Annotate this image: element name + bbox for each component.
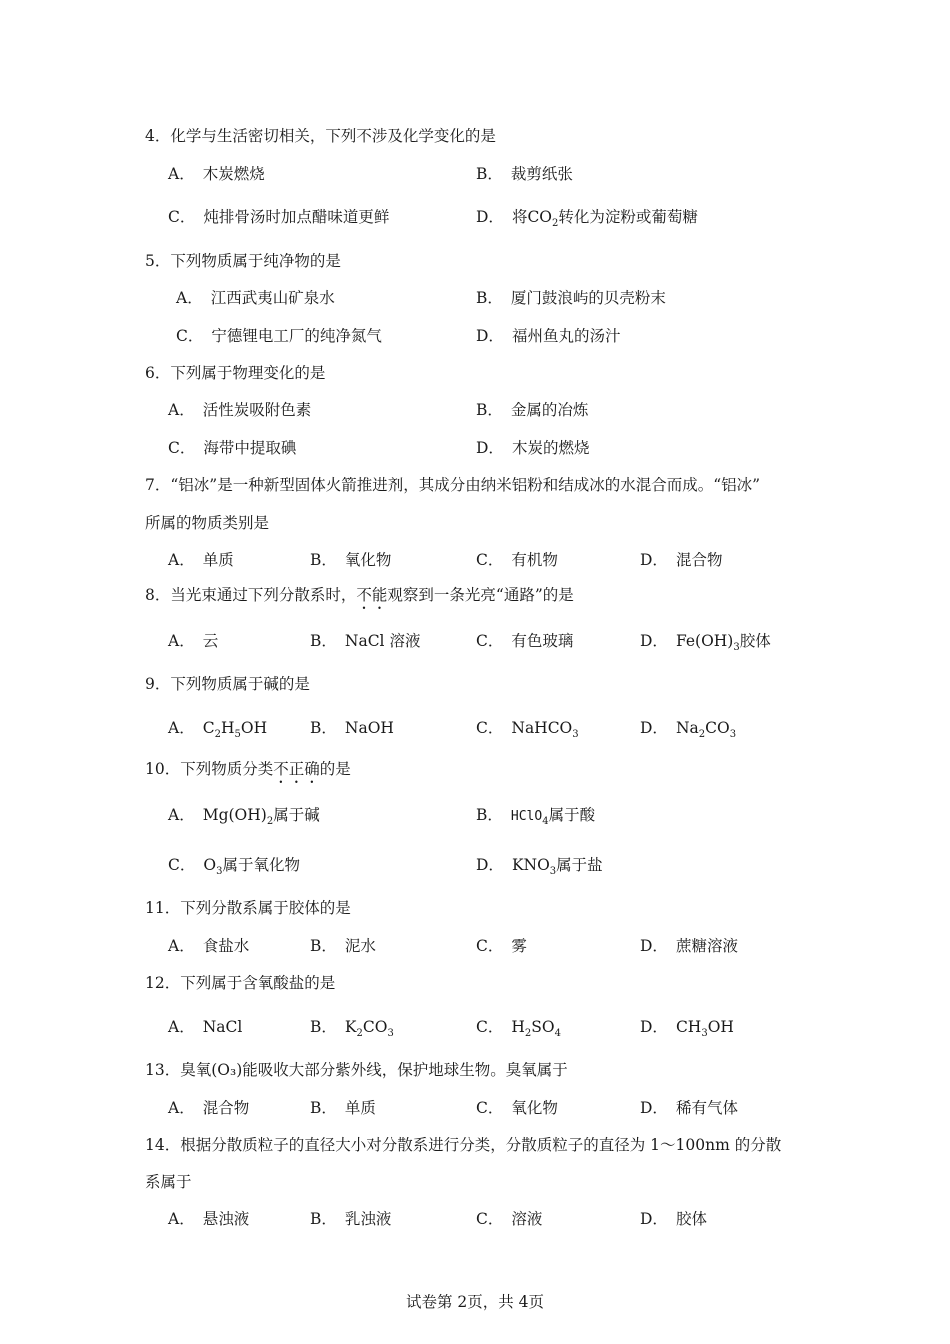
question-12-stem: 12．下列属于含氧酸盐的是: [145, 974, 336, 992]
option-4b: B． 裁剪纸张: [476, 165, 573, 183]
question-4-stem: 4．化学与生活密切相关，下列不涉及化学变化的是: [145, 127, 496, 145]
option-13b: B． 单质: [310, 1099, 376, 1117]
option-7d: D． 混合物: [640, 551, 723, 569]
option-7c: C． 有机物: [476, 551, 558, 569]
option-14b: B． 乳浊液: [310, 1210, 392, 1228]
option-12c: C． $H_2SO_4$: [476, 1018, 561, 1039]
option-5a: A． 江西武夷山矿泉水: [176, 289, 335, 307]
option-7a: A． 单质: [168, 551, 234, 569]
question-13-stem: 13．臭氧(O₃)能吸收大部分紫外线，保护地球生物。臭氧属于: [145, 1061, 568, 1079]
option-14a: A． 悬浊液: [168, 1210, 250, 1228]
option-13a: A． 混合物: [168, 1099, 250, 1117]
option-10a: A． $Mg(OH)_2$属于碱: [168, 806, 320, 827]
option-13c: C． 氧化物: [476, 1099, 558, 1117]
option-11d: D． 蔗糖溶液: [640, 937, 738, 955]
option-12d: D． $CH_3OH$: [640, 1018, 734, 1039]
question-6-stem: 6．下列属于物理变化的是: [145, 364, 326, 382]
option-6a: A． 活性炭吸附色素: [168, 401, 312, 419]
option-9d: D． $Na_2CO_3$: [640, 719, 737, 740]
question-8-stem: 8．当光束通过下列分散系时，不能观察到一条光亮“通路”的是: [145, 586, 574, 604]
option-6b: B． 金属的冶炼: [476, 401, 589, 419]
option-5d: D． 福州鱼丸的汤汁: [476, 327, 621, 345]
option-10c: C． $O_3$属于氧化物: [168, 856, 300, 877]
option-9c: C． NaHCO$_3$: [476, 719, 579, 740]
option-5b: B． 厦门鼓浪屿的贝壳粉末: [476, 289, 666, 307]
option-11c: C． 雾: [476, 937, 527, 955]
page-footer: 试卷第 2页，共 4页: [405, 1293, 545, 1311]
question-14-stem-line1: 14．根据分散质粒子的直径大小对分散系进行分类，分散质粒子的直径为 1～100nm 的分散: [145, 1136, 782, 1154]
option-9a: A． $C_2H_5OH$: [168, 719, 268, 740]
option-7b: B． 氧化物: [310, 551, 392, 569]
question-7-stem-line2: 所属的物质类别是: [145, 514, 270, 532]
option-8b: B． NaCl 溶液: [310, 632, 421, 650]
option-14c: C． 溶液: [476, 1210, 543, 1228]
option-14d: D． 胶体: [640, 1210, 707, 1228]
question-10-stem: 10．下列物质分类不正确的是: [145, 760, 351, 778]
option-9b: B． NaOH: [310, 719, 394, 737]
question-9-stem: 9．下列物质属于碱的是: [145, 675, 310, 693]
option-8a: A． 云: [168, 632, 219, 650]
option-12b: B． $K_2CO_3$: [310, 1018, 394, 1039]
option-4d: D． 将$CO_2$转化为淀粉或葡萄糖: [476, 208, 698, 229]
option-4c: C． 炖排骨汤时加点醋味道更鲜: [168, 208, 390, 226]
question-14-stem-line2: 系属于: [145, 1173, 192, 1191]
option-11b: B． 泥水: [310, 937, 376, 955]
option-13d: D． 稀有气体: [640, 1099, 738, 1117]
option-4a: A． 木炭燃烧: [168, 165, 265, 183]
question-7-stem-line1: 7．“铝冰”是一种新型固体火箭推进剂，其成分由纳米铝粉和结成冰的水混合而成。“铝冰”: [145, 476, 761, 494]
option-5c: C． 宁德锂电工厂的纯净氮气: [176, 327, 382, 345]
option-6d: D． 木炭的燃烧: [476, 439, 590, 457]
question-11-stem: 11．下列分散系属于胶体的是: [145, 899, 351, 917]
question-5-stem: 5．下列物质属于纯净物的是: [145, 252, 341, 270]
option-8c: C． 有色玻璃: [476, 632, 574, 650]
option-11a: A． 食盐水: [168, 937, 250, 955]
option-10b: B． HClO$_4$属于酸: [476, 806, 596, 827]
option-10d: D． $KNO_3$属于盐: [476, 856, 603, 877]
option-6c: C． 海带中提取碘: [168, 439, 297, 457]
option-12a: A． NaCl: [168, 1018, 243, 1036]
option-8d: D． $Fe(OH)_3$胶体: [640, 632, 771, 653]
